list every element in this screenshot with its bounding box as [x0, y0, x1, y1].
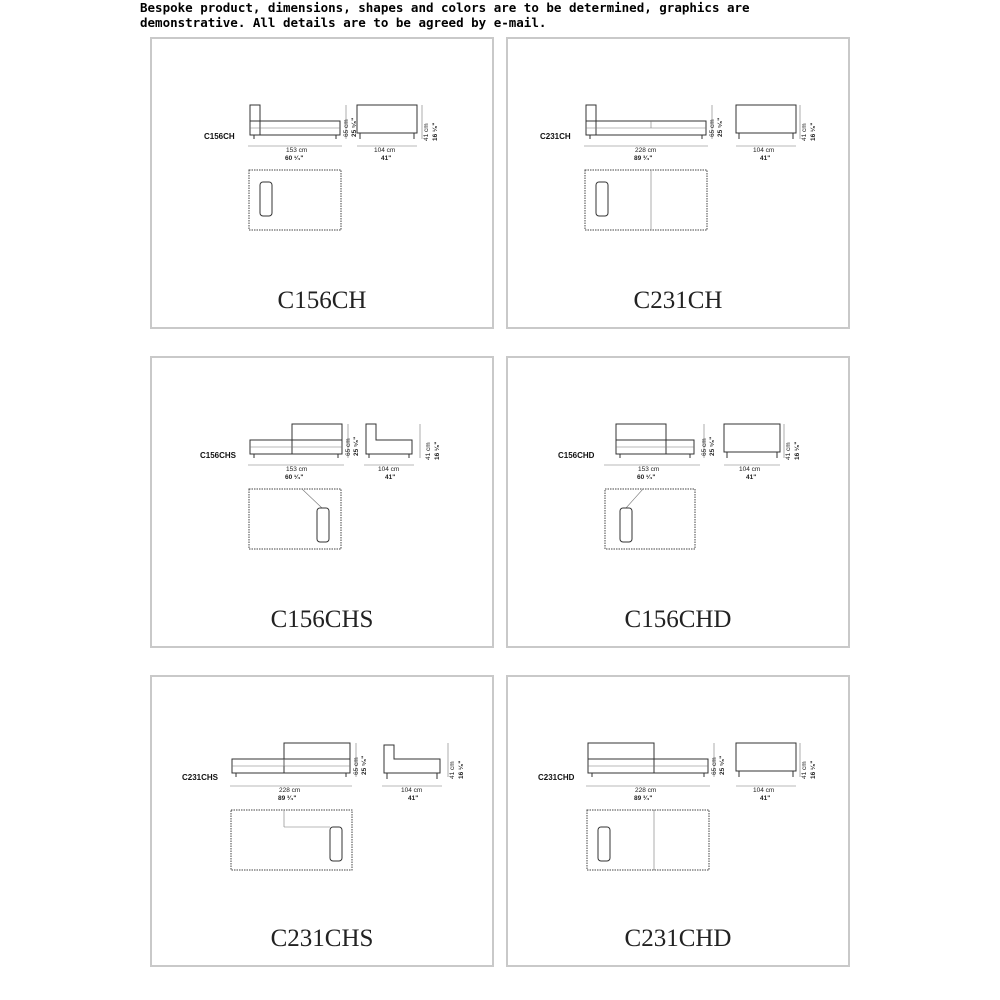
c156chs-drawing: [152, 358, 492, 646]
depth-cm: 104 cm: [753, 147, 775, 154]
side-view: [736, 105, 796, 133]
seat-height-inch: 16 ¹⁄₈": [432, 122, 439, 141]
side-view: [357, 105, 417, 133]
backrest: [616, 424, 666, 454]
model-name: C231CHD: [624, 925, 732, 952]
width-cm: 153 cm: [286, 147, 308, 154]
seat-height-inch: 16 ¹⁄₈": [810, 122, 817, 141]
seat-height-cm: 41 cm: [423, 123, 430, 141]
height-inch: 25 ⁵⁄₈": [719, 755, 726, 775]
depth-cm: 104 cm: [401, 787, 423, 794]
drawing-stroke: [260, 182, 272, 216]
width-inch: 60 ¹⁄₄": [285, 474, 304, 481]
width-inch: 89 ³⁄₄": [634, 795, 653, 802]
depth-cm: 104 cm: [378, 466, 400, 473]
model-code-label: C231CH: [540, 132, 571, 141]
backrest: [284, 743, 350, 773]
c156ch-drawing: [152, 39, 492, 327]
product-card-c231chs: [150, 675, 494, 967]
height-inch: 25 ⁵⁄₈": [709, 436, 716, 456]
height-cm: 65 cm: [345, 438, 352, 456]
width-cm: 153 cm: [638, 466, 660, 473]
depth-cm: 104 cm: [739, 466, 761, 473]
width-inch: 89 ³⁄₄": [634, 155, 653, 162]
height-inch: 25 ⁵⁄₈": [717, 117, 724, 137]
width-inch: 60 ¹⁄₄": [637, 474, 656, 481]
top-view: [249, 170, 341, 230]
width-cm: 228 cm: [635, 147, 657, 154]
c231chs-drawing: [152, 677, 492, 965]
depth-cm: 104 cm: [374, 147, 396, 154]
model-name: C231CH: [633, 287, 723, 314]
width-inch: 89 ³⁄₄": [278, 795, 297, 802]
drawing-stroke: [596, 182, 608, 216]
top-view: [249, 489, 341, 549]
side-view: [366, 424, 412, 454]
drawing-stroke: [302, 489, 322, 508]
c231chd-drawing: [508, 677, 848, 965]
width-cm: 153 cm: [286, 466, 308, 473]
seat-height-cm: 41 cm: [801, 761, 808, 779]
drawing-stroke: [620, 508, 632, 542]
height-cm: 65 cm: [353, 757, 360, 775]
product-card-c231ch: [506, 37, 850, 329]
top-view: [605, 489, 695, 549]
model-code-label: C231CHD: [538, 773, 575, 782]
seat-height-cm: 41 cm: [801, 123, 808, 141]
backrest: [292, 424, 342, 454]
seat-height-inch: 16 ¹⁄₈": [810, 760, 817, 779]
backrest: [586, 105, 596, 135]
depth-inch: 41": [385, 474, 396, 481]
product-card-c156chs: [150, 356, 494, 648]
depth-inch: 41": [408, 795, 419, 802]
drawing-stroke: [317, 508, 329, 542]
drawing-stroke: [598, 827, 610, 861]
backrest: [250, 105, 260, 135]
width-cm: 228 cm: [279, 787, 301, 794]
model-name: C156CHD: [624, 606, 732, 633]
model-code-label: C156CH: [204, 132, 235, 141]
height-cm: 65 cm: [711, 757, 718, 775]
product-card-c231chd: [506, 675, 850, 967]
drawing-stroke: [626, 489, 643, 508]
depth-cm: 104 cm: [753, 787, 775, 794]
side-view: [724, 424, 780, 452]
width-inch: 60 ¹⁄₄": [285, 155, 304, 162]
seat-height-cm: 41 cm: [425, 442, 432, 460]
side-view: [384, 745, 440, 773]
model-name: C231CHS: [270, 925, 374, 952]
seat-height-inch: 16 ¹⁄₈": [434, 441, 441, 460]
height-inch: 25 ⁵⁄₈": [351, 117, 358, 137]
model-name: C156CHS: [270, 606, 374, 633]
depth-inch: 41": [760, 795, 771, 802]
seat-height-cm: 41 cm: [785, 442, 792, 460]
product-card-c156chd: [506, 356, 850, 648]
c231ch-drawing: [508, 39, 848, 327]
seat-height-cm: 41 cm: [449, 761, 456, 779]
drawing-stroke: [330, 827, 342, 861]
c156chd-drawing: [508, 358, 848, 646]
width-cm: 228 cm: [635, 787, 657, 794]
seat-height-inch: 16 ¹⁄₈": [794, 441, 801, 460]
depth-inch: 41": [760, 155, 771, 162]
product-card-c156ch: [150, 37, 494, 329]
model-code-label: C156CHS: [200, 451, 237, 460]
notice-text: Bespoke product, dimensions, shapes and colors are to be determined, graphics are demonstrative. All details are to be agreed by e-mail.: [140, 0, 750, 30]
model-code-label: C231CHS: [182, 773, 219, 782]
height-inch: 25 ⁵⁄₈": [361, 755, 368, 775]
side-view: [736, 743, 796, 771]
depth-inch: 41": [746, 474, 757, 481]
top-view: [585, 170, 707, 230]
height-cm: 65 cm: [709, 119, 716, 137]
model-code-label: C156CHD: [558, 451, 595, 460]
depth-inch: 41": [381, 155, 392, 162]
backrest: [588, 743, 654, 773]
seat-height-inch: 16 ¹⁄₈": [458, 760, 465, 779]
height-cm: 65 cm: [701, 438, 708, 456]
height-inch: 25 ⁵⁄₈": [353, 436, 360, 456]
height-cm: 65 cm: [343, 119, 350, 137]
model-name: C156CH: [277, 287, 367, 314]
